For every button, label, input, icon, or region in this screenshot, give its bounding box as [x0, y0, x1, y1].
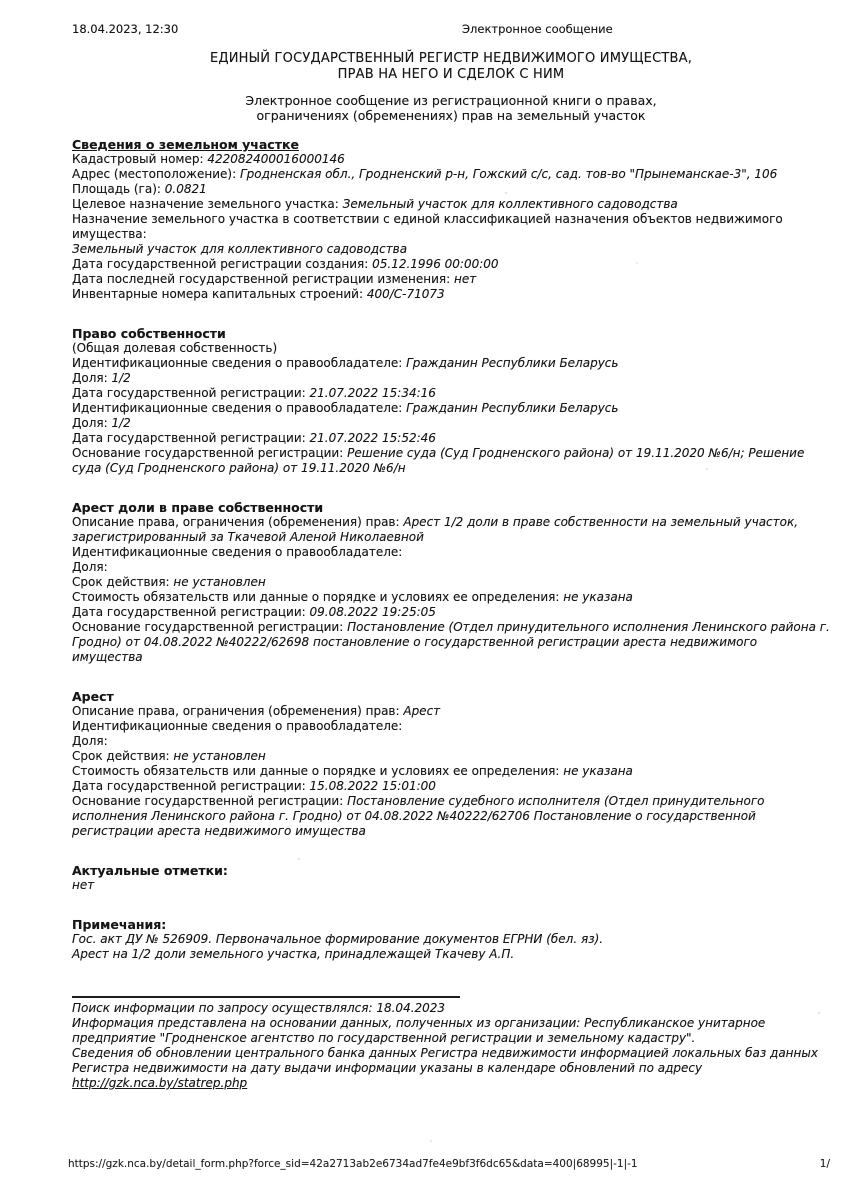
field-line [72, 401, 830, 416]
field-label: Дата государственной регистрации создания: [72, 257, 373, 271]
field-line [72, 764, 830, 779]
field-label: Адрес (местоположение): [72, 167, 240, 181]
field-value: Земельный участок для коллективного садоводства [342, 197, 678, 211]
field-label: Описание права, ограничения (обременения) прав: [72, 515, 404, 529]
field-line [72, 416, 830, 431]
field-label: Основание государственной регистрации: [72, 794, 348, 808]
field-line [72, 560, 830, 575]
field-label: Идентификационные сведения о правообладателе: [72, 401, 407, 415]
field-label: Дата государственной регистрации: [72, 431, 310, 445]
sections [72, 137, 830, 962]
field-value: Гос. акт ДУ № 526909. Первоначальное формирование документов ЕГРНИ (бел. яз). [72, 932, 604, 946]
field-label: Доля: [72, 416, 112, 430]
field-line [72, 431, 830, 446]
field-line [72, 152, 830, 167]
field-label: Назначение земельного участка в соответствии с единой классификацией назначения объектов недвижимого имущества: [72, 212, 783, 241]
field-value: не установлен [173, 575, 266, 589]
field-line [72, 779, 830, 794]
print-document-kind: Электронное сообщение [462, 22, 613, 36]
section-title-arrest: Арест [72, 689, 114, 704]
section-title-actual-marks: Актуальные отметки: [72, 863, 228, 878]
field-line [72, 182, 830, 197]
field-label: Площадь (га): [72, 182, 165, 196]
section-arrest [72, 689, 830, 839]
field-value: 15.08.2022 15:01:00 [309, 779, 436, 793]
print-footer-url: https://gzk.nca.by/detail_form.php?force_sid=42a2713ab2e6734ad7fe4e9bf3f6dc65&data=400|68995|-1|-1 [68, 1158, 638, 1170]
field-line [72, 932, 830, 947]
field-value: 400/C-71073 [366, 287, 445, 301]
field-line [72, 878, 830, 893]
field-line [72, 620, 830, 665]
field-value: Постановление судебного исполнителя (Отдел принудительного исполнения Ленинского района г. Гродно) от 04.08.2022 №40222/62706 Постановление о государственной регистрации ареста недвижимого имущества [72, 794, 765, 838]
section-title-ownership-right: Право собственности [72, 326, 226, 341]
field-value: 1/2 [111, 416, 131, 430]
field-value: 422082400016000146 [207, 152, 345, 166]
document-subtitle-line1: Электронное сообщение из регистрационной книги о правах, [245, 93, 657, 108]
field-label: Стоимость обязательств или данные о порядке и условиях ее определения: [72, 764, 564, 778]
field-label: Идентификационные сведения о правообладателе: [72, 356, 407, 370]
field-value: 09.08.2022 19:25:05 [309, 605, 436, 619]
field-line [72, 515, 830, 545]
field-label: Инвентарные номера капитальных строений: [72, 287, 367, 301]
field-value: не установлен [173, 749, 266, 763]
document-subtitle [72, 93, 830, 123]
field-value: Земельный участок для коллективного садоводства [72, 242, 408, 256]
field-line [72, 605, 830, 620]
field-line [72, 704, 830, 719]
footer-source-info: Информация представлена на основании данных, полученных из организации: Республиканское унитарное предприятие "Гродненское агентство по государственной регистрации и земельному кадастру". [72, 1016, 766, 1045]
field-value: Арест 1/2 доли в праве собственности на земельный участок, зарегистрированный за Ткачевой Аленой Николаевной [72, 515, 799, 544]
report-footer [72, 996, 830, 1091]
field-line [72, 257, 830, 272]
section-ownership-right [72, 326, 830, 476]
field-label: Дата государственной регистрации: [72, 605, 310, 619]
field-line [72, 371, 830, 386]
field-label: Срок действия: [72, 749, 174, 763]
field-label: (Общая долевая собственность) [72, 341, 278, 355]
field-label: Срок действия: [72, 575, 174, 589]
field-label: Идентификационные сведения о правообладателе: [72, 545, 403, 559]
field-value: не указана [563, 590, 633, 604]
field-value: Решение суда (Суд Гродненского района) от 19.11.2020 №6/н; Решение суда (Суд Гродненского района) от 19.11.2020 №6/н [72, 446, 805, 475]
field-value: 21.07.2022 15:52:46 [309, 431, 436, 445]
field-value: 21.07.2022 15:34:16 [309, 386, 436, 400]
section-land-plot-info [72, 137, 830, 302]
field-value: нет [72, 878, 95, 892]
field-label: Идентификационные сведения о правообладателе: [72, 719, 403, 733]
field-value: Гражданин Республики Беларусь [406, 356, 619, 370]
field-line [72, 734, 830, 749]
field-value: Арест на 1/2 доли земельного участка, принадлежащей Ткачеву А.П. [72, 947, 515, 961]
field-value: не указана [563, 764, 633, 778]
field-value: Постановление (Отдел принудительного исполнения Ленинского района г. Гродно) от 04.08.2022 №40222/62698 постановление о государственной регистрации ареста недвижимого имущества [72, 620, 830, 664]
field-line [72, 749, 830, 764]
field-line [72, 719, 830, 734]
field-label: Доля: [72, 371, 112, 385]
registry-title-line2: ПРАВ НА НЕГО И СДЕЛОК С НИМ [337, 67, 565, 82]
field-value: 05.12.1996 00:00:00 [372, 257, 499, 271]
field-line [72, 287, 830, 302]
statrep-link[interactable]: http://gzk.nca.by/statrep.php [72, 1076, 248, 1090]
footer-divider [72, 996, 460, 998]
field-line [72, 341, 830, 356]
field-line [72, 272, 830, 287]
field-line [72, 590, 830, 605]
field-line [72, 545, 830, 560]
field-label: Стоимость обязательств или данные о порядке и условиях ее определения: [72, 590, 564, 604]
field-label: Дата государственной регистрации: [72, 779, 310, 793]
print-date: 18.04.2023, 12:30 [72, 22, 179, 36]
section-title-notes: Примечания: [72, 917, 167, 932]
field-value: Гродненская обл., Гродненский р-н, Гожский с/с, сад. тов-во "Прынеманскае-3", 106 [239, 167, 778, 181]
field-label: Основание государственной регистрации: [72, 446, 348, 460]
field-label: Целевое назначение земельного участка: [72, 197, 343, 211]
field-line [72, 197, 830, 212]
field-value: Гражданин Республики Беларусь [406, 401, 619, 415]
registry-title-line1: ЕДИНЫЙ ГОСУДАРСТВЕННЫЙ РЕГИСТР НЕДВИЖИМОГО ИМУЩЕСТВА, [209, 51, 693, 66]
field-value: 1/2 [111, 371, 131, 385]
section-actual-marks [72, 863, 830, 893]
field-label: Основание государственной регистрации: [72, 620, 348, 634]
field-value: нет [453, 272, 477, 286]
registry-title [72, 51, 830, 83]
field-line [72, 947, 830, 962]
field-label: Доля: [72, 560, 108, 574]
section-notes [72, 917, 830, 962]
field-label: Дата последней государственной регистрации изменения: [72, 272, 454, 286]
section-title-land-plot-info: Сведения о земельном участке [72, 137, 299, 152]
field-line [72, 386, 830, 401]
print-header [72, 22, 830, 37]
field-label: Дата государственной регистрации: [72, 386, 310, 400]
field-value: Арест [403, 704, 441, 718]
footer-update-info: Сведения об обновлении центрального банка данных Регистра недвижимости информацией локальных баз данных Регистра недвижимости на дату выдачи информации указаны в календаре обновлений по адресу [72, 1046, 818, 1075]
page-indicator: 1/ [819, 1158, 830, 1170]
field-line [72, 356, 830, 371]
field-line [72, 167, 830, 182]
field-value: 0.0821 [164, 182, 207, 196]
field-line [72, 794, 830, 839]
field-label: Доля: [72, 734, 108, 748]
section-share-arrest [72, 500, 830, 665]
field-label: Кадастровый номер: [72, 152, 208, 166]
document-subtitle-line2: ограничениях (обременениях) прав на земельный участок [256, 108, 646, 123]
field-label: Описание права, ограничения (обременения) прав: [72, 704, 404, 718]
field-line [72, 446, 830, 476]
footer-search-info: Поиск информации по запросу осуществлялся: 18.04.2023 [72, 1001, 446, 1015]
field-line [72, 575, 830, 590]
section-title-share-arrest: Арест доли в праве собственности [72, 500, 324, 515]
field-line [72, 212, 830, 257]
